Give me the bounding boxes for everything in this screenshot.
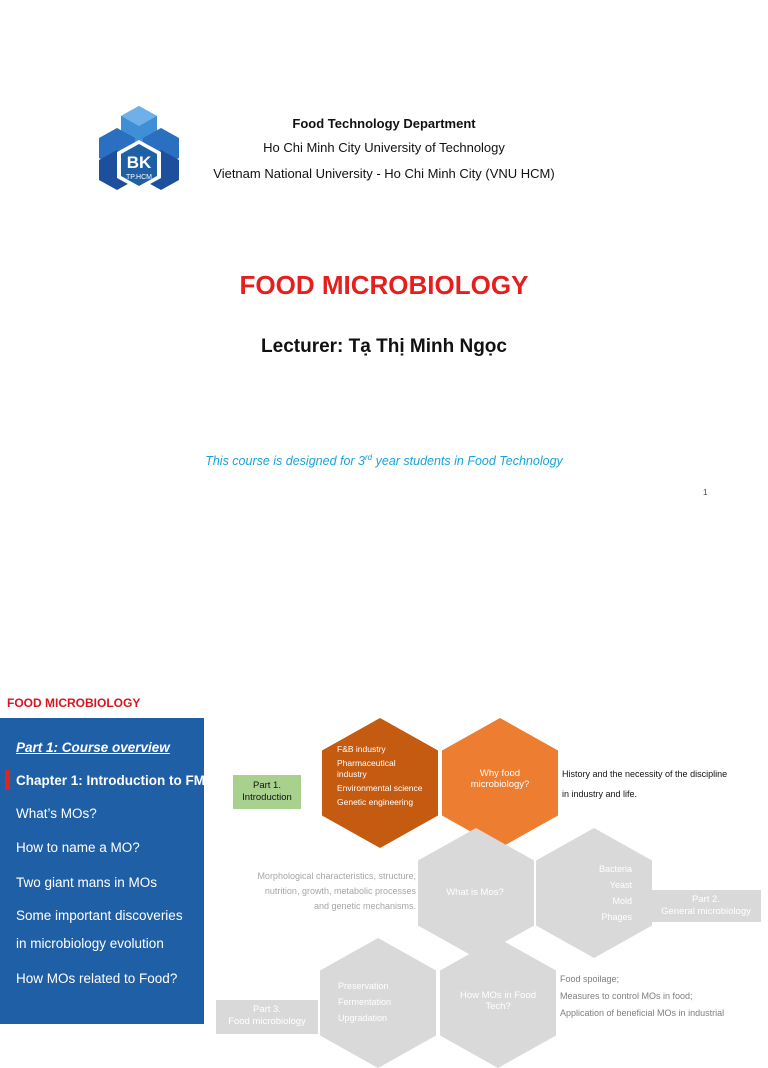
logo-text-bk: BK [126,153,152,172]
sidebar-chapter-current[interactable]: Chapter 1: Introduction to FM [16,773,205,788]
why-note-line: in industry and life. [562,789,638,799]
sidebar-item[interactable]: How to name a MO? [16,840,140,855]
part3-label-line1: Part 3. [253,1004,281,1015]
sidebar-item[interactable]: Two giant mans in MOs [16,875,158,890]
sidebar-item[interactable]: What’s MOs? [16,806,97,821]
part2-label-line2: General microbiology [661,906,751,917]
food-process-item: Fermentation [338,997,392,1007]
mo-type-item: Yeast [609,880,632,890]
national-university-name: Vietnam National University - Ho Chi Minh City (VNU HCM) [213,166,555,181]
page-number: 1 [703,488,708,497]
sidebar-part-heading[interactable]: Part 1: Course overview [16,740,170,755]
how-note-line: Food spoilage; [560,974,620,984]
audience-text-after: year students in Food Technology [372,454,563,469]
what-note-line: Morphological characteristics, structure, [257,871,416,881]
audience-ordinal-suffix: rd [365,453,373,462]
industry-item: Pharmaceutical industry [337,758,396,779]
part2-label-box [651,890,761,922]
industry-item: F&B industry [337,744,386,754]
course-audience-note [0,453,768,468]
sidebar-item[interactable]: How MOs related to Food? [16,971,178,986]
food-process-item: Upgradation [338,1013,388,1023]
mo-type-item: Bacteria [598,864,632,874]
logo-text-tphcm: TP.HCM [126,174,152,181]
how-mos-in-food-tech-label: How MOs in Food Tech? [459,990,537,1012]
mo-type-item: Mold [612,896,632,906]
course-title: FOOD MICROBIOLOGY [239,270,529,300]
industry-item: Genetic engineering [337,797,414,807]
why-note [562,767,727,802]
what-is-mos-label: What is Mos? [446,887,504,898]
why-food-microbiology-label: Why food microbiology? [470,768,530,790]
what-note-line: and genetic mechanisms. [313,901,416,911]
industry-item: Environmental science [337,783,423,793]
current-chapter-marker [5,770,10,790]
part3-label-line2: Food microbiology [228,1016,306,1027]
what-note-line: nutrition, growth, metabolic processes [264,886,416,896]
university-name: Ho Chi Minh City University of Technology [263,140,505,155]
part3-label-box [216,1000,318,1034]
mo-type-item: Phages [601,912,632,922]
sidebar-item[interactable]: Some important discoveries [16,908,183,923]
how-note [560,972,760,1021]
industries-list [337,744,427,811]
why-note-line: History and the necessity of the discipline [562,769,728,779]
how-note-line: Measures to control MOs in food; [560,991,693,1001]
mo-types-list [576,861,632,925]
slide-title: FOOD MICROBIOLOGY [7,696,141,710]
how-note-line: Application of beneficial MOs in industrial [560,1008,725,1018]
food-process-item: Preservation [338,981,389,991]
part1-label-line2: Introduction [242,792,292,803]
food-processes-list [338,978,418,1026]
part1-label-box [233,775,301,809]
lecturer-name: Lecturer: Tạ Thị Minh Ngọc [261,336,507,357]
what-note [216,869,416,914]
audience-text-before: This course is designed for 3 [205,454,366,469]
part1-label-line1: Part 1. [253,780,281,791]
department-name: Food Technology Department [292,116,476,131]
part2-label-line1: Part 2. [692,894,720,905]
sidebar-item[interactable]: in microbiology evolution [16,936,164,951]
